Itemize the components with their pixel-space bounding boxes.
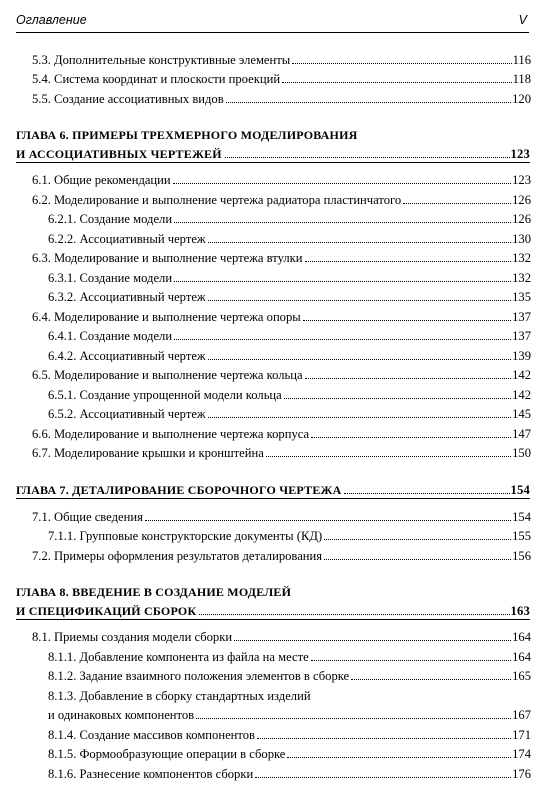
chapter-title: ГЛАВА 8. ВВЕДЕНИЕ В СОЗДАНИЕ МОДЕЛЕЙ [16, 584, 292, 599]
toc-entry-label: 6.2. Моделирование и выполнение чертежа радиатора пластинчатого [32, 192, 402, 207]
toc-entry-label: 7.1.1. Групповые конструкторские документы (КД) [48, 529, 323, 543]
toc-entry-label: 6.4.2. Ассоциативный чертеж [48, 348, 206, 363]
table-of-contents [0, 48, 547, 782]
toc-entry[interactable] [0, 723, 547, 743]
dot-leader [311, 437, 511, 438]
toc-entry-label: 6.2.1. Создание модели [48, 212, 173, 226]
toc-entry[interactable] [0, 68, 547, 88]
page-number: 137 [512, 329, 531, 343]
chapter-title: И АССОЦИАТИВНЫХ ЧЕРТЕЖЕЙ [16, 146, 222, 161]
toc-entry[interactable] [0, 383, 547, 403]
chapter-title: ГЛАВА 7. ДЕТАЛИРОВАНИЕ СБОРОЧНОГО ЧЕРТЕЖА [16, 483, 342, 497]
page-number: 164 [512, 630, 531, 644]
toc-entry[interactable] [0, 743, 547, 763]
page-number: 126 [512, 212, 531, 226]
toc-entry[interactable] [0, 87, 547, 107]
toc-entry-label: 6.3.1. Создание модели [48, 270, 173, 285]
dot-leader [174, 222, 511, 223]
toc-entry-label: 6.5.1. Создание упрощенной модели кольца [48, 387, 282, 402]
page-number: 123 [510, 146, 530, 161]
page-number: 126 [512, 192, 531, 207]
dot-leader [311, 660, 511, 661]
toc-entry[interactable] [0, 266, 547, 286]
page-number: 163 [510, 603, 530, 618]
toc-entry-label: 6.5.2. Ассоциативный чертеж [48, 407, 206, 421]
page-number: 132 [512, 251, 531, 265]
page-number: 135 [512, 290, 531, 304]
toc-entry-label: 8.1. Приемы создания модели сборки [32, 630, 233, 644]
toc-entry-label: 5.4. Система координат и плоскости проекций [32, 72, 281, 86]
dot-leader [303, 320, 511, 321]
dot-leader [208, 417, 511, 418]
toc-entry-label: 6.6. Моделирование и выполнение чертежа корпуса [32, 426, 310, 441]
page-number: 156 [512, 548, 531, 563]
toc-entry-line[interactable] [0, 684, 547, 704]
chapter-heading-line [16, 125, 530, 143]
page-number: 154 [512, 509, 531, 524]
page-number: 137 [512, 309, 531, 324]
chapter-heading[interactable] [16, 582, 530, 620]
page-number: 116 [512, 52, 531, 67]
toc-entry[interactable] [0, 525, 547, 545]
chapter-title: ГЛАВА 6. ПРИМЕРЫ ТРЕХМЕРНОГО МОДЕЛИРОВАНИЯ [16, 127, 358, 142]
dot-leader [287, 757, 511, 758]
toc-entry-label: 6.3. Моделирование и выполнение чертежа втулки [32, 251, 303, 265]
dot-leader [208, 242, 511, 243]
toc-entry-label: 6.1. Общие рекомендации [32, 173, 171, 187]
toc-entry[interactable] [0, 364, 547, 384]
dot-leader [234, 640, 511, 641]
dot-leader [174, 339, 511, 340]
page-number: 171 [512, 727, 531, 742]
toc-entry-label: 8.1.5. Формообразующие операции в сборке [48, 747, 286, 761]
dot-leader [255, 777, 511, 778]
dot-leader [324, 559, 511, 560]
dot-leader [226, 102, 511, 103]
dot-leader [199, 614, 509, 615]
chapter-heading[interactable] [16, 479, 530, 499]
toc-entry-label: 7.1. Общие сведения [32, 509, 143, 524]
dot-leader [344, 493, 509, 494]
toc-entry[interactable] [0, 344, 547, 364]
dot-leader [257, 738, 511, 739]
toc-entry-label: 6.2.2. Ассоциативный чертеж [48, 231, 206, 246]
dot-leader [305, 261, 512, 262]
toc-entry[interactable] [0, 48, 547, 68]
toc-entry-label: 8.1.3. Добавление в сборку стандартных изделий [48, 688, 311, 703]
toc-entry-label: 6.3.2. Ассоциативный чертеж [48, 290, 206, 304]
toc-entry[interactable] [0, 188, 547, 208]
toc-entry-label: 6.5. Моделирование и выполнение чертежа кольца [32, 368, 303, 382]
toc-entry-label: 8.1.6. Разнесение компонентов сборки [48, 766, 254, 781]
chapter-heading-line [16, 600, 530, 619]
toc-entry[interactable] [0, 325, 547, 345]
page-number: 165 [512, 669, 531, 683]
dot-leader [174, 281, 511, 282]
chapter-heading-line [16, 582, 530, 600]
toc-entry[interactable] [0, 422, 547, 442]
toc-entry[interactable] [0, 626, 547, 646]
page-number: 145 [512, 407, 531, 421]
dot-leader [225, 157, 510, 158]
dot-leader [305, 378, 511, 379]
toc-entry-label: 8.1.2. Задание взаимного положения элементов в сборке [48, 669, 350, 683]
toc-entry-label: 6.7. Моделирование крышки и кронштейна [32, 446, 264, 460]
toc-entry-label: 8.1.1. Добавление компонента из файла на месте [48, 649, 309, 664]
page-number: 132 [512, 270, 531, 285]
chapter-heading-line [16, 143, 530, 162]
page-number: 120 [512, 91, 531, 106]
toc-entry[interactable] [0, 169, 547, 189]
toc-entry-label: 7.2. Примеры оформления результатов деталирования [32, 548, 323, 563]
dot-leader [266, 456, 511, 457]
page-number: 130 [512, 231, 531, 246]
dot-leader [282, 82, 511, 83]
toc-entry[interactable] [0, 544, 547, 564]
toc-entry[interactable] [0, 762, 547, 782]
dot-leader [173, 183, 511, 184]
page-number: 154 [510, 483, 530, 497]
page-number: 155 [512, 529, 531, 543]
toc-entry[interactable] [0, 208, 547, 228]
toc-entry-label: и одинаковых компонентов [48, 708, 195, 722]
dot-leader [145, 520, 511, 521]
dot-leader [208, 300, 511, 301]
toc-entry[interactable] [0, 286, 547, 306]
page-number: 150 [512, 446, 531, 460]
toc-entry-label: 5.3. Дополнительные конструктивные элементы [32, 52, 291, 67]
toc-entry-label: 6.4.1. Создание модели [48, 329, 173, 343]
toc-entry-label: 5.5. Создание ассоциативных видов [32, 91, 224, 106]
page-number: 167 [512, 708, 531, 722]
dot-leader [196, 718, 511, 719]
toc-entry[interactable] [0, 665, 547, 685]
page-number: 174 [512, 747, 531, 761]
toc-entry-label: 8.1.4. Создание массивов компонентов [48, 727, 255, 742]
dot-leader [292, 63, 511, 64]
page-number: 176 [512, 766, 531, 781]
toc-entry[interactable] [0, 247, 547, 267]
page-number: 123 [512, 173, 531, 187]
toc-entry[interactable] [0, 227, 547, 247]
chapter-heading-line [16, 479, 530, 498]
header-title: Оглавление [16, 13, 87, 27]
page-number: 142 [512, 368, 531, 382]
chapter-title: И СПЕЦИФИКАЦИЙ СБОРОК [16, 603, 197, 618]
page-number: 139 [512, 348, 531, 363]
toc-entry[interactable] [0, 305, 547, 325]
dot-leader [351, 679, 511, 680]
toc-entry[interactable] [0, 442, 547, 462]
chapter-heading[interactable] [16, 125, 530, 163]
page-number: 142 [512, 387, 531, 402]
dot-leader [208, 359, 511, 360]
page-number: 118 [512, 72, 531, 86]
page-number: 147 [512, 426, 531, 441]
toc-entry-label: 6.4. Моделирование и выполнение чертежа опоры [32, 309, 301, 324]
page-number: 164 [512, 649, 531, 664]
page-header [16, 10, 529, 33]
toc-entry[interactable] [0, 403, 547, 423]
toc-entry[interactable] [0, 704, 547, 724]
header-page-number: V [518, 13, 527, 27]
dot-leader [284, 398, 511, 399]
toc-entry[interactable] [0, 505, 547, 525]
toc-entry[interactable] [0, 645, 547, 665]
dot-leader [403, 203, 511, 204]
dot-leader [324, 539, 511, 540]
